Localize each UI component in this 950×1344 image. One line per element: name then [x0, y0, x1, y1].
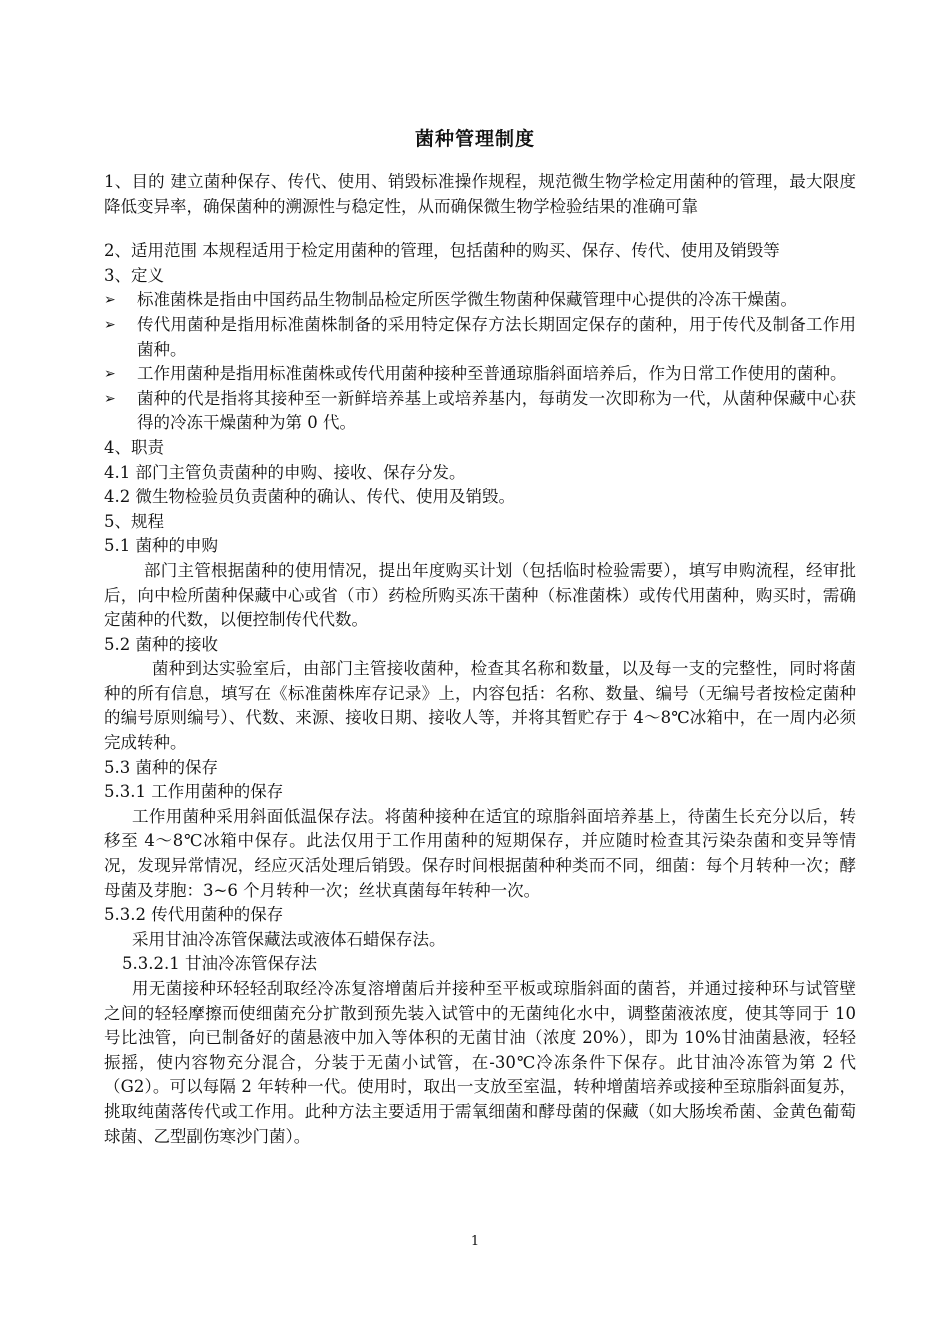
- paragraph: 工作用菌种采用斜面低温保存法。将菌种接种在适宜的琼脂斜面培养基上，待菌生长充分以后，转移至 4～8℃冰箱中保存。此法仅用于工作用菌种的短期保存，并应随时检查其污染杂菌和变异等情况，发现异常情况，经应灭活处理后销毁。保存时间根据菌种种类而不同，细菌：每个月转种一次；酵母菌及芽胞：3~6 个月转种一次；丝状真菌每年转种一次。: [104, 806, 856, 900]
- definition-text: 菌种的代是指将其接种至一新鲜培养基上或培养基内，每萌发一次即称为一代，从菌种保藏中心获得的冷冻干燥菌种为第 0 代。: [137, 388, 856, 433]
- subsection-heading: 5.3 菌种的保存: [104, 757, 218, 777]
- definition-item: [104, 362, 856, 387]
- definition-text: 传代用菌种是指用标准菌株制备的采用特定保存方法长期固定保存的菌种，用于传代及制备工作用菌种。: [137, 314, 856, 359]
- section-procedure-heading: 5、规程: [104, 511, 164, 531]
- definition-text: 标准菌株是指由中国药品生物制品检定所医学微生物菌种保藏管理中心提供的冷冻干燥菌。: [137, 290, 797, 310]
- duty-item: 4.1 部门主管负责菌种的申购、接收、保存分发。: [104, 462, 466, 482]
- section-definitions-heading: 3、定义: [104, 265, 164, 285]
- definition-item: [104, 288, 856, 313]
- subsection-heading: 5.3.2 传代用菌种的保存: [104, 905, 284, 925]
- section-purpose: 1、目的 建立菌种保存、传代、使用、销毁标准操作规程，规范微生物学检定用菌种的管理，最大限度降低变异率，确保菌种的溯源性与稳定性，从而确保微生物学检验结果的准确可靠: [104, 172, 856, 216]
- arrow-bullet-icon: ➢: [104, 390, 116, 407]
- subsection-heading: 5.2 菌种的接收: [104, 634, 218, 654]
- definition-item: [104, 387, 856, 436]
- arrow-bullet-icon: ➢: [104, 366, 116, 383]
- subsection-heading: 5.1 菌种的申购: [104, 536, 218, 556]
- arrow-bullet-icon: ➢: [104, 292, 116, 309]
- section-duties-heading: 4、职责: [104, 437, 164, 457]
- document-body: [104, 170, 856, 1149]
- paragraph: 用无菌接种环轻轻刮取经冷冻复溶增菌后并接种至平板或琼脂斜面的菌苔，并通过接种环与试管壁之间的轻轻摩擦而使细菌充分扩散到预先装入试管中的无菌纯化水中，调整菌液浓度，使其等同于 10 号比浊管，向已制备好的菌悬液中加入等体积的无菌甘油（浓度 20%），即为 10%甘油菌悬液，轻轻振摇，使内容物充分混合，分装于无菌小试管，在-30℃冷冻条件下保存。此甘油冷冻管为第 2 代（G2）。可以每隔 2 年转种一代。使用时，取出一支放至室温，转种增菌培养或接种至琼脂斜面复苏，挑取纯菌落传代或工作用。此种方法主要适用于需氧细菌和酵母菌的保藏（如大肠埃希菌、金黄色葡萄球菌、乙型副伤寒沙门菌）。: [104, 979, 856, 1146]
- document-title: 菌种管理制度: [414, 128, 535, 150]
- paragraph: 部门主管根据菌种的使用情况，提出年度购买计划（包括临时检验需要），填写申购流程，经审批后，向中检所菌种保藏中心或省（市）药检所购买冻干菌种（标准菌株）或传代用菌种，购买时，需确定菌种的代数，以便控制传代代数。: [104, 560, 856, 630]
- section-scope: 2、适用范围 本规程适用于检定用菌种的管理，包括菌种的购买、保存、传代、使用及销毁等: [104, 241, 780, 261]
- arrow-bullet-icon: ➢: [104, 316, 116, 333]
- subsection-heading: 5.3.2.1 甘油冷冻管保存法: [122, 954, 317, 974]
- spacer: [104, 219, 856, 239]
- page-number: 1: [470, 1234, 480, 1249]
- definition-item: [104, 313, 856, 362]
- paragraph: 采用甘油冷冻管保藏法或液体石蜡保存法。: [132, 929, 446, 949]
- duty-item: 4.2 微生物检验员负责菌种的确认、传代、使用及销毁。: [104, 487, 515, 507]
- paragraph: 菌种到达实验室后，由部门主管接收菌种，检查其名称和数量，以及每一支的完整性，同时将菌种的所有信息，填写在《标准菌株库存记录》上，内容包括：名称、数量、编号（无编号者按检定菌种的编号原则编号）、代数、来源、接收日期、接收人等，并将其暂贮存于 4～8℃冰箱中，在一周内必须完成转种。: [104, 659, 856, 753]
- definition-text: 工作用菌种是指用标准菌株或传代用菌种接种至普通琼脂斜面培养后，作为日常工作使用的菌种。: [137, 364, 847, 384]
- subsection-heading: 5.3.1 工作用菌种的保存: [104, 782, 284, 802]
